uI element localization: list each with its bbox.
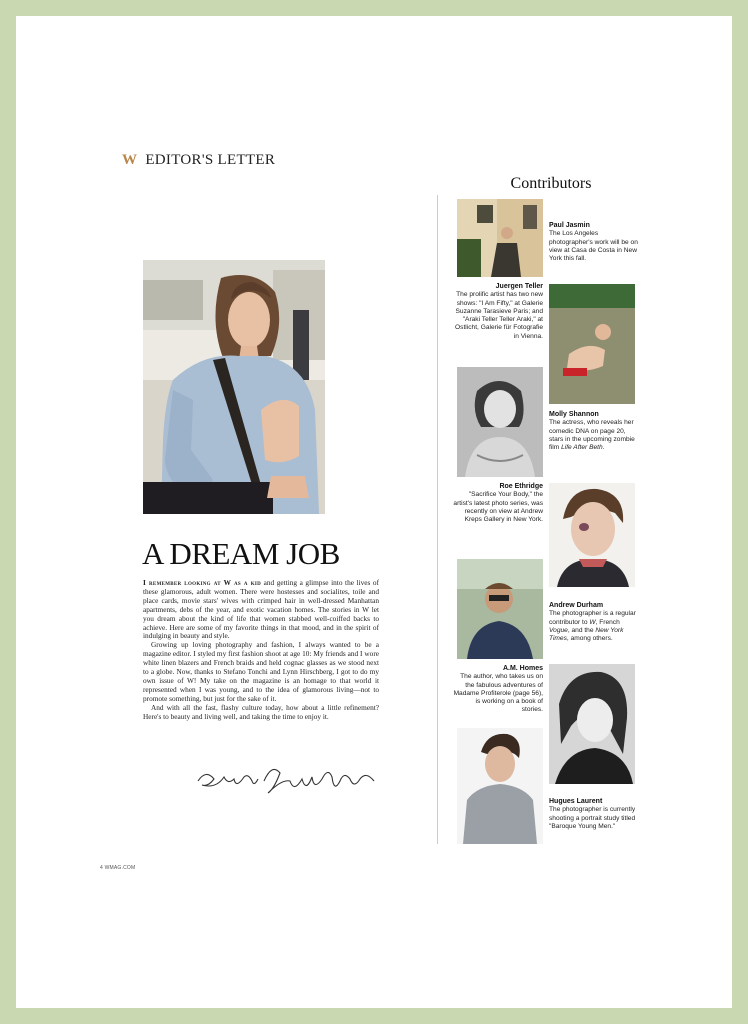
editor-photo [143, 260, 325, 514]
signature-text [380, 759, 381, 760]
lead-in: I remember looking at W as a kid [143, 578, 262, 587]
section-title: EDITOR'S LETTER [145, 152, 276, 168]
caption-paul-jasmin: Paul Jasmin The Los Angeles photographer's work will be on view at Casa de Costa in New York this fall. [549, 222, 638, 263]
paragraph-1: I remember looking at W as a kid and getting a glimpse into the lives of these glamorous, adult women. There were hostesses and socialites, toile and place cards, movie stars' wives with crimped hair in well-dressed Manhattan apartments, debs of the year, and exotic vacation homes. The stories in W let you dream about the kind of life that women stabbed well-coiffed backs to achieve. Here are some of my favorite things in that mood, and in the spirit of indulging in beauty and style. [143, 578, 379, 641]
photo-molly-shannon [457, 367, 543, 477]
caption-am-homes: A.M. Homes The author, who takes us on the fabulous adventures of Madame Profiterole (page 56), is working on a book of stories. [453, 665, 543, 714]
column-divider [437, 195, 438, 844]
caption-molly-shannon: Molly Shannon The actress, who reveals her comedic DNA on page 20, stars in the upcoming zombie film Life After Beth. [549, 411, 635, 452]
contributors-title: Contributors [510, 175, 592, 192]
caption-juergen-teller: Juergen Teller The prolific artist has two new shows: "I Am Fifty," at Galerie Suzanne Tarasieve Paris; and "Araki Teller Teller Araki," at Ostlicht, Galerie für Fotografie in Vienna. [455, 283, 543, 340]
signature [194, 759, 380, 801]
paragraph-3: And with all the fast, flashy culture today, how about a little refinement? Here's to beauty and living well, and taking the time to enjoy it. [143, 702, 379, 721]
photo-juergen-teller [549, 284, 635, 404]
page-folio: 4 WMAG.COM [100, 865, 136, 871]
caption-andrew-durham: Andrew Durham The photographer is a regular contributor to W, French Vogue, and the New York Times, among others. [549, 602, 636, 643]
paragraph-2: Growing up loving photography and fashion, I always wanted to be a magazine editor. I styled my first fashion shoot at age 10: My friends and I wore white linen blazers and French braids and held cognac glasses as we stood next to a globe. Now, thanks to Stefano Tonchi and Lynn Hirschberg, I got to do my own issue of W! My take on the magazine is an homage to that world it represented when I was young, and to the idea of glamorous living—not to promote something, but just for the sake of it. [143, 640, 379, 703]
magazine-page [16, 16, 732, 1008]
photo-am-homes [549, 664, 635, 784]
photo-hugues-laurent [457, 728, 543, 844]
photo-paul-jasmin [457, 199, 543, 277]
article-title: A DREAM JOB [142, 536, 340, 571]
caption-hugues-laurent: Hugues Laurent The photographer is currently shooting a portrait study titled "Baroque Young Men." [549, 798, 636, 830]
section-header [122, 152, 275, 169]
photo-andrew-durham [457, 559, 543, 659]
article-body [143, 579, 379, 722]
w-logo: W [122, 152, 138, 168]
caption-roe-ethridge: Roe Ethridge "Sacrifice Your Body," the artist's latest photo series, was recently on view at Andrew Kreps Gallery in New York. [453, 483, 543, 524]
photo-roe-ethridge [549, 483, 635, 587]
